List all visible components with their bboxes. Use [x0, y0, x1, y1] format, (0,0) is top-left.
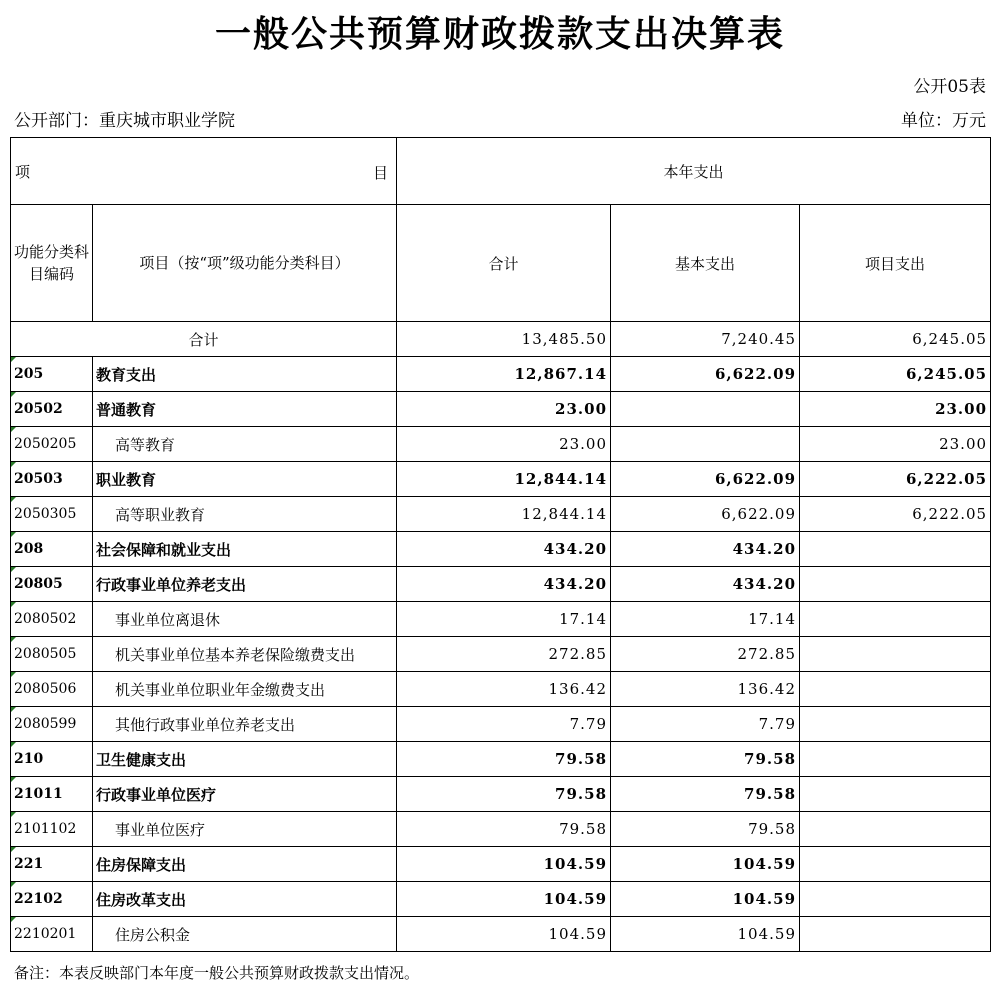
row-total: 79.58: [397, 742, 611, 777]
table-row: [11, 777, 991, 812]
table-row: [11, 392, 991, 427]
row-code: 20503: [11, 462, 93, 497]
header-project-left: 项: [15, 162, 31, 181]
row-name: 高等教育: [93, 427, 397, 462]
row-code: 20502: [11, 392, 93, 427]
row-name: 高等职业教育: [93, 497, 397, 532]
row-basic: 79.58: [611, 742, 800, 777]
row-code: 2080599: [11, 707, 93, 742]
table-row: [11, 812, 991, 847]
row-code: 2210201: [11, 917, 93, 952]
table-row: [11, 882, 991, 917]
form-number: 公开05表: [913, 77, 986, 97]
header-item: 项目支出: [800, 205, 991, 322]
table-row: [11, 532, 991, 567]
row-code: 2080506: [11, 672, 93, 707]
table-row: [11, 357, 991, 392]
row-total: 136.42: [397, 672, 611, 707]
row-item: [800, 847, 991, 882]
row-item: [800, 567, 991, 602]
row-item: [800, 707, 991, 742]
row-code: 2101102: [11, 812, 93, 847]
row-total: 23.00: [397, 392, 611, 427]
header-total: 合计: [397, 205, 611, 322]
row-basic: 6,622.09: [611, 357, 800, 392]
table-row: [11, 497, 991, 532]
row-code: 210: [11, 742, 93, 777]
table-row: [11, 742, 991, 777]
row-total: 434.20: [397, 532, 611, 567]
row-name: 行政事业单位养老支出: [93, 567, 397, 602]
header-row-2: [11, 205, 991, 322]
row-code: 2050305: [11, 497, 93, 532]
header-code: 功能分类科目编码: [11, 205, 93, 322]
row-basic: 104.59: [611, 882, 800, 917]
row-basic: 6,622.09: [611, 462, 800, 497]
row-item: 6,222.05: [800, 497, 991, 532]
row-item: [800, 532, 991, 567]
row-name: 机关事业单位职业年金缴费支出: [93, 672, 397, 707]
row-name: 住房公积金: [93, 917, 397, 952]
row-name: 职业教育: [93, 462, 397, 497]
row-total: 434.20: [397, 567, 611, 602]
row-name: 教育支出: [93, 357, 397, 392]
row-code: 2080505: [11, 637, 93, 672]
table-row: [11, 917, 991, 952]
table-row: [11, 672, 991, 707]
row-total: 104.59: [397, 882, 611, 917]
row-basic: 104.59: [611, 917, 800, 952]
row-item: [800, 637, 991, 672]
row-total: 23.00: [397, 427, 611, 462]
footnote: 备注：本表反映部门本年度一般公共预算财政拨款支出情况。: [14, 964, 420, 982]
row-item: [800, 672, 991, 707]
row-basic: [611, 427, 800, 462]
row-name: 社会保障和就业支出: [93, 532, 397, 567]
total-item: 6,245.05: [800, 322, 991, 357]
row-total: 104.59: [397, 847, 611, 882]
header-row-1: [11, 138, 991, 205]
total-label: 合计: [11, 322, 397, 357]
row-total: 12,867.14: [397, 357, 611, 392]
row-basic: 6,622.09: [611, 497, 800, 532]
row-basic: 17.14: [611, 602, 800, 637]
row-item: 23.00: [800, 392, 991, 427]
row-total: 272.85: [397, 637, 611, 672]
row-total: 79.58: [397, 812, 611, 847]
table-row: [11, 567, 991, 602]
table-row: [11, 602, 991, 637]
row-code: 205: [11, 357, 93, 392]
row-total: 12,844.14: [397, 497, 611, 532]
row-code: 20805: [11, 567, 93, 602]
table-row: [11, 847, 991, 882]
row-basic: 104.59: [611, 847, 800, 882]
row-basic: 272.85: [611, 637, 800, 672]
row-code: 208: [11, 532, 93, 567]
row-total: 12,844.14: [397, 462, 611, 497]
expenditure-table: [10, 137, 991, 952]
page-title: 一般公共预算财政拨款支出决算表: [214, 14, 785, 55]
row-item: [800, 882, 991, 917]
row-name: 住房保障支出: [93, 847, 397, 882]
row-total: 79.58: [397, 777, 611, 812]
row-item: [800, 602, 991, 637]
header-name: 项目（按“项”级功能分类科目）: [93, 205, 397, 322]
row-name: 事业单位医疗: [93, 812, 397, 847]
row-total: 104.59: [397, 917, 611, 952]
row-name: 住房改革支出: [93, 882, 397, 917]
row-code: 2080502: [11, 602, 93, 637]
row-name: 事业单位离退休: [93, 602, 397, 637]
unit-label: 单位：万元: [901, 111, 986, 131]
row-item: [800, 777, 991, 812]
row-total: 17.14: [397, 602, 611, 637]
row-code: 22102: [11, 882, 93, 917]
row-total: 7.79: [397, 707, 611, 742]
header-current-year: 本年支出: [397, 138, 991, 205]
header-project-right: 目: [373, 164, 389, 182]
row-name: 机关事业单位基本养老保险缴费支出: [93, 637, 397, 672]
total-amount: 13,485.50: [397, 322, 611, 357]
row-basic: 79.58: [611, 777, 800, 812]
table-row: [11, 427, 991, 462]
row-basic: 7.79: [611, 707, 800, 742]
department-label: 公开部门：重庆城市职业学院: [14, 111, 235, 131]
row-basic: 434.20: [611, 567, 800, 602]
row-basic: [611, 392, 800, 427]
row-item: 6,222.05: [800, 462, 991, 497]
row-item: [800, 917, 991, 952]
row-code: 2050205: [11, 427, 93, 462]
row-basic: 136.42: [611, 672, 800, 707]
total-row: [11, 322, 991, 357]
table-row: [11, 462, 991, 497]
row-item: 23.00: [800, 427, 991, 462]
row-name: 卫生健康支出: [93, 742, 397, 777]
row-item: 6,245.05: [800, 357, 991, 392]
row-name: 其他行政事业单位养老支出: [93, 707, 397, 742]
header-project: [11, 138, 397, 205]
row-item: [800, 742, 991, 777]
header-basic: 基本支出: [611, 205, 800, 322]
row-item: [800, 812, 991, 847]
row-code: 221: [11, 847, 93, 882]
row-basic: 434.20: [611, 532, 800, 567]
table-row: [11, 707, 991, 742]
row-basic: 79.58: [611, 812, 800, 847]
row-name: 行政事业单位医疗: [93, 777, 397, 812]
row-name: 普通教育: [93, 392, 397, 427]
table-row: [11, 637, 991, 672]
row-code: 21011: [11, 777, 93, 812]
total-basic: 7,240.45: [611, 322, 800, 357]
